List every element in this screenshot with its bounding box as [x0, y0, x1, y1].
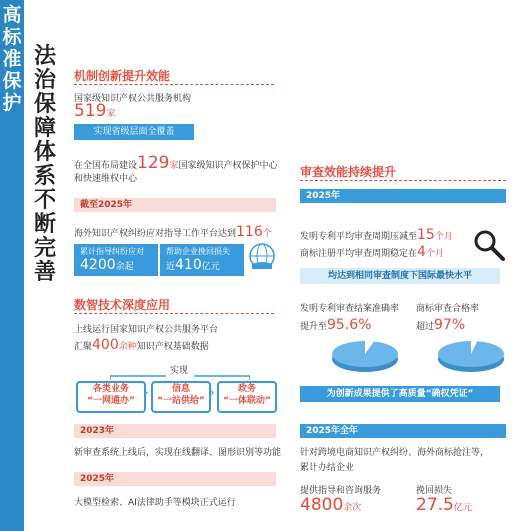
chevron-right-icon: ›	[209, 385, 215, 401]
text-line: 针对跨境电商知识产权纠纷、海外商标抢注等，	[300, 448, 490, 458]
text-line: 大模型检索、AI法律助手等模块正式运行	[74, 498, 236, 508]
stat-4800: 4800余次	[300, 495, 362, 515]
coverage-bar: 实现省级层面全覆盖	[74, 124, 194, 140]
label-2025-full-year: 2025年全年	[300, 424, 506, 438]
text-line: 发明专利平均审查周期压减至15个月	[300, 227, 453, 243]
stat-box-disputes: 累计指导纠纷应对 4200余起	[74, 244, 158, 276]
pie-accuracy	[330, 333, 400, 375]
pie-value-line: 提升至95.6%	[300, 317, 372, 333]
quality-bar: 为创新成果提供了高质量“确权凭证”	[300, 386, 500, 402]
stat-label: 挽回损失	[416, 486, 453, 496]
text-line: 和快速维权中心	[74, 174, 138, 184]
vertical-title: 法治保障体系不断完善	[34, 43, 57, 285]
chevron-right-icon: ›	[143, 385, 149, 401]
stat-label: 提供指导和咨询服务	[300, 486, 382, 496]
stat-box-losses: 帮助企业挽回损失 近410亿元	[160, 244, 244, 276]
magnifier-icon	[472, 228, 506, 262]
stat-519	[74, 101, 116, 121]
pie-label: 发明专利审查结案准确率	[300, 304, 400, 314]
label-2025: 2025年	[74, 472, 276, 486]
text-line: 新审查系统上线后，实现在线翻译、图形识别等功能	[74, 448, 282, 458]
globe-handshake-icon	[246, 242, 278, 272]
text-line: 海外知识产权纠纷应对指导工作平台达到116个	[74, 224, 272, 240]
label-2025: 2025年	[300, 189, 506, 203]
text-line: 国家级知识产权公共服务机构	[74, 94, 192, 104]
text-line: 汇聚400余种知识产权基础数据	[74, 337, 209, 353]
text-line: 商标注册平均审查周期稳定在4个月	[300, 244, 444, 260]
section-title-review: 审查效能持续提升	[300, 165, 397, 179]
side-label: 高标准保护	[2, 4, 22, 114]
feature-box-one-network: 各类业务 “一网通办”	[76, 381, 146, 413]
fastest-level-bar: 均达到相同审查制度下国际最快水平	[300, 268, 500, 284]
text-line: 上线运行国家知识产权公共服务平台	[74, 325, 219, 335]
section-divider	[300, 180, 506, 181]
section-divider	[74, 313, 274, 314]
label-2023: 2023年	[74, 424, 276, 438]
text-line: 在全国布局建设129家国家级知识产权保护中心	[74, 153, 278, 173]
stat-27-5: 27.5亿元	[416, 495, 472, 515]
pie-label: 商标审查合格率	[416, 304, 480, 314]
stat-unit: 家	[106, 109, 116, 119]
side-band	[0, 0, 24, 531]
section-title-digital: 数智技术深度应用	[74, 298, 171, 312]
section-divider	[74, 84, 274, 85]
feature-box-one-stop: 信息 “一站供给”	[151, 381, 211, 413]
pie-value-line: 超过97%	[416, 317, 466, 333]
text-line: 累计办结企业	[300, 463, 355, 473]
label-as-of-2025: 截至2025年	[74, 198, 276, 212]
feature-box-one-linkage: 政务 “一体联动”	[217, 381, 277, 413]
stat-number: 519	[74, 101, 107, 121]
pie-trademark	[436, 333, 506, 375]
section-title-mechanism: 机制创新提升效能	[74, 69, 171, 83]
realize-label: 实现	[170, 366, 189, 376]
